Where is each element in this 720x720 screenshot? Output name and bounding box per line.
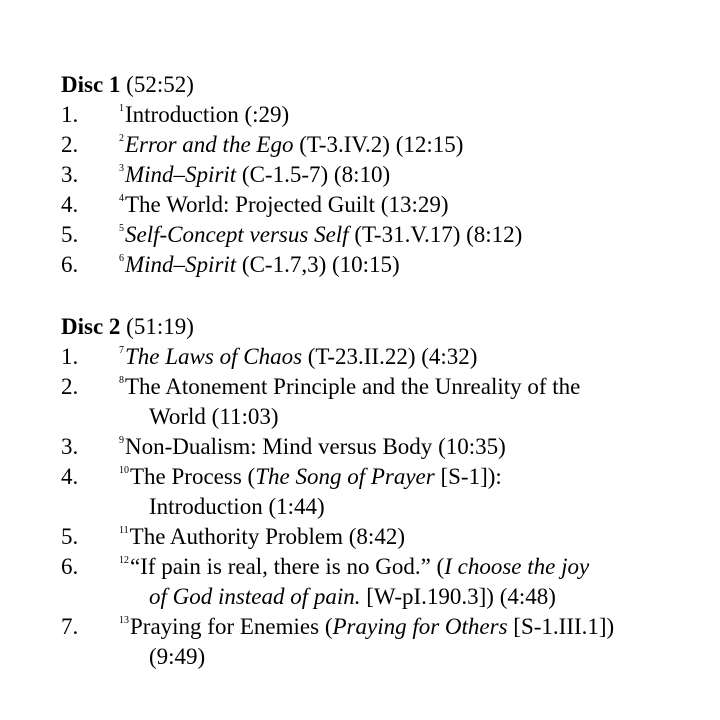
track-number: 4. xyxy=(61,464,79,489)
track-title: Mind–Spirit xyxy=(125,162,237,187)
track-item xyxy=(61,552,701,612)
track-number: 4. xyxy=(61,192,79,217)
track-reference: (T-23.II.22) xyxy=(307,344,416,369)
disc-label: Disc 1 xyxy=(61,72,121,97)
track-duration: (8:10) xyxy=(333,162,391,187)
track-work-title: I choose the joy xyxy=(444,554,590,579)
track-item xyxy=(61,220,701,250)
track-title: Self-Concept versus Self xyxy=(125,222,349,247)
disc-1-section xyxy=(61,70,701,280)
track-duration: (10:15) xyxy=(332,252,400,277)
disc-duration: (52:52) xyxy=(126,72,194,97)
track-title: “If pain is real, there is no God.” ( xyxy=(130,554,445,579)
track-title-continuation: Introduction (1:44) xyxy=(149,494,325,519)
track-footnote-marker: 10 xyxy=(119,465,129,476)
track-item xyxy=(61,462,701,522)
track-number: 7. xyxy=(61,614,79,639)
track-duration: (8:12) xyxy=(466,222,523,247)
disc-duration: (51:19) xyxy=(126,314,194,339)
track-duration: (:29) xyxy=(244,102,290,127)
disc-2-section xyxy=(61,312,701,672)
track-item xyxy=(61,190,701,220)
track-title: Non-Dualism: Mind versus Body xyxy=(125,434,433,459)
track-work-title: Praying for Others xyxy=(332,614,508,639)
track-reference: [S-1]): xyxy=(440,464,502,489)
track-footnote-marker: 3 xyxy=(119,163,124,174)
disc-label: Disc 2 xyxy=(61,314,121,339)
track-item xyxy=(61,130,701,160)
track-number: 5. xyxy=(61,524,79,549)
disc-heading xyxy=(61,70,701,100)
track-duration: (8:42) xyxy=(348,524,405,549)
track-title: Error and the Ego xyxy=(125,132,294,157)
track-footnote-marker: 6 xyxy=(119,253,124,264)
track-number: 1. xyxy=(61,344,79,369)
track-reference: (T-31.V.17) xyxy=(354,222,461,247)
track-reference: (C-1.7,3) xyxy=(241,252,327,277)
track-title: Mind–Spirit xyxy=(125,252,237,277)
track-title: The Atonement Principle and the Unreality of the xyxy=(125,374,581,399)
track-footnote-marker: 1 xyxy=(119,103,124,114)
track-item xyxy=(61,342,701,372)
track-work-title-continuation: of God instead of pain. xyxy=(149,584,361,609)
track-number: 1. xyxy=(61,102,79,127)
track-title: The Process ( xyxy=(130,464,256,489)
track-item xyxy=(61,372,701,432)
track-number: 3. xyxy=(61,162,79,187)
track-footnote-marker: 12 xyxy=(119,555,129,566)
track-work-title: The Song of Prayer xyxy=(255,464,435,489)
track-item xyxy=(61,160,701,190)
track-footnote-marker: 2 xyxy=(119,133,124,144)
track-item xyxy=(61,432,701,462)
track-footnote-marker: 13 xyxy=(119,615,129,626)
track-number: 5. xyxy=(61,222,79,247)
track-number: 2. xyxy=(61,132,79,157)
track-item xyxy=(61,522,701,552)
track-reference: [W-pI.190.3]) (4:48) xyxy=(366,584,556,609)
track-duration: (9:49) xyxy=(149,644,206,669)
track-footnote-marker: 8 xyxy=(119,375,124,386)
track-footnote-marker: 11 xyxy=(119,525,129,536)
track-footnote-marker: 9 xyxy=(119,435,124,446)
track-title-continuation: World (11:03) xyxy=(149,404,279,429)
track-reference: (T-3.IV.2) xyxy=(299,132,390,157)
track-duration: (13:29) xyxy=(380,192,449,217)
track-footnote-marker: 4 xyxy=(119,193,124,204)
track-number: 2. xyxy=(61,374,79,399)
track-duration: (10:35) xyxy=(438,434,506,459)
track-number: 6. xyxy=(61,252,79,277)
track-title: Introduction xyxy=(125,102,239,127)
track-duration: (12:15) xyxy=(395,132,464,157)
track-number: 6. xyxy=(61,554,79,579)
track-title: Praying for Enemies ( xyxy=(130,614,333,639)
track-duration: (4:32) xyxy=(421,344,478,369)
disc-heading xyxy=(61,312,701,342)
track-reference: (C-1.5-7) xyxy=(241,162,329,187)
track-item xyxy=(61,100,701,130)
track-number: 3. xyxy=(61,434,79,459)
track-title: The World: Projected Guilt xyxy=(125,192,376,217)
track-reference: [S-1.III.1]) xyxy=(513,614,615,639)
track-footnote-marker: 5 xyxy=(119,223,124,234)
track-title: The Laws of Chaos xyxy=(125,344,303,369)
track-footnote-marker: 7 xyxy=(119,345,124,356)
track-item xyxy=(61,612,701,672)
track-title: The Authority Problem xyxy=(129,524,344,549)
track-item xyxy=(61,250,701,280)
